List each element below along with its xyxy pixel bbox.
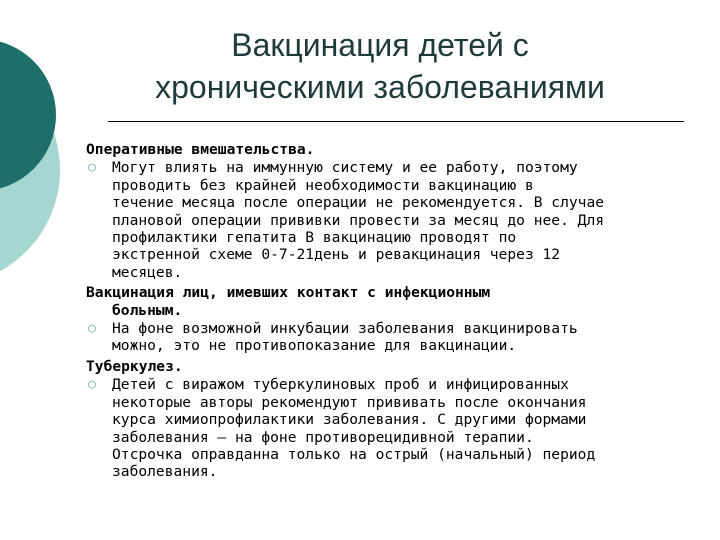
light-teal-circle <box>0 55 60 285</box>
bullet-text <box>112 376 696 480</box>
bullet-text <box>112 159 696 281</box>
title-line-2: хроническими заболеваниями <box>155 69 605 105</box>
text-line: Отсрочка оправданна только на острый (начальный) период <box>112 445 596 463</box>
bullet-circle-icon: ○ <box>88 160 96 176</box>
text-line: можно, это не противопоказание для вакцинации. <box>112 337 517 355</box>
title-divider <box>108 121 684 122</box>
text-line: некоторые авторы рекомендуют прививать после окончания <box>112 393 587 411</box>
decorative-circles <box>0 0 90 300</box>
heading-line: больным. <box>112 301 183 319</box>
text-line: профилактики гепатита В вакцинацию проводят по <box>112 229 517 247</box>
slide-title <box>100 24 660 108</box>
bullet-tuberculosis <box>86 376 696 480</box>
section-heading-operative: Оперативные вмешательства. <box>86 141 315 158</box>
text-line: Могут влиять на иммунную систему и ее работу, поэтому <box>112 159 578 177</box>
bullet-circle-icon: ○ <box>88 321 96 337</box>
bullet-text <box>112 320 696 355</box>
text-line: заболевания. <box>112 463 218 481</box>
text-line: Детей с виражом туберкулиновых проб и инфицированных <box>112 376 569 394</box>
text-line: плановой операции прививки провести за месяц до нее. Для <box>112 211 605 229</box>
text-line: течение месяца после операции не рекомендуется. В случае <box>112 194 605 212</box>
title-line-1: Вакцинация детей с <box>231 27 529 63</box>
bullet-operative <box>86 159 696 281</box>
text-line: месяцев. <box>112 263 183 281</box>
heading-line: Вакцинация лиц, имевших контакт с инфекционным <box>86 284 491 302</box>
section-heading-contact <box>86 282 696 320</box>
text-line: проводить без крайней необходимости вакцинацию в <box>112 176 534 194</box>
slide-body <box>86 139 696 482</box>
text-line: заболевания – на фоне противорецидивной терапии. <box>112 428 534 446</box>
bullet-circle-icon: ○ <box>88 377 96 393</box>
text-line: курса химиопрофилактики заболевания. С другими формами <box>112 411 587 429</box>
text-line: На фоне возможной инкубации заболевания вакцинировать <box>112 320 578 338</box>
dark-teal-circle <box>0 39 56 191</box>
section-heading-tuberculosis: Туберкулез. <box>86 357 183 375</box>
bullet-contact <box>86 320 696 355</box>
text-line: экстренной схеме 0-7-21день и ревакцинация через 12 <box>112 246 561 264</box>
